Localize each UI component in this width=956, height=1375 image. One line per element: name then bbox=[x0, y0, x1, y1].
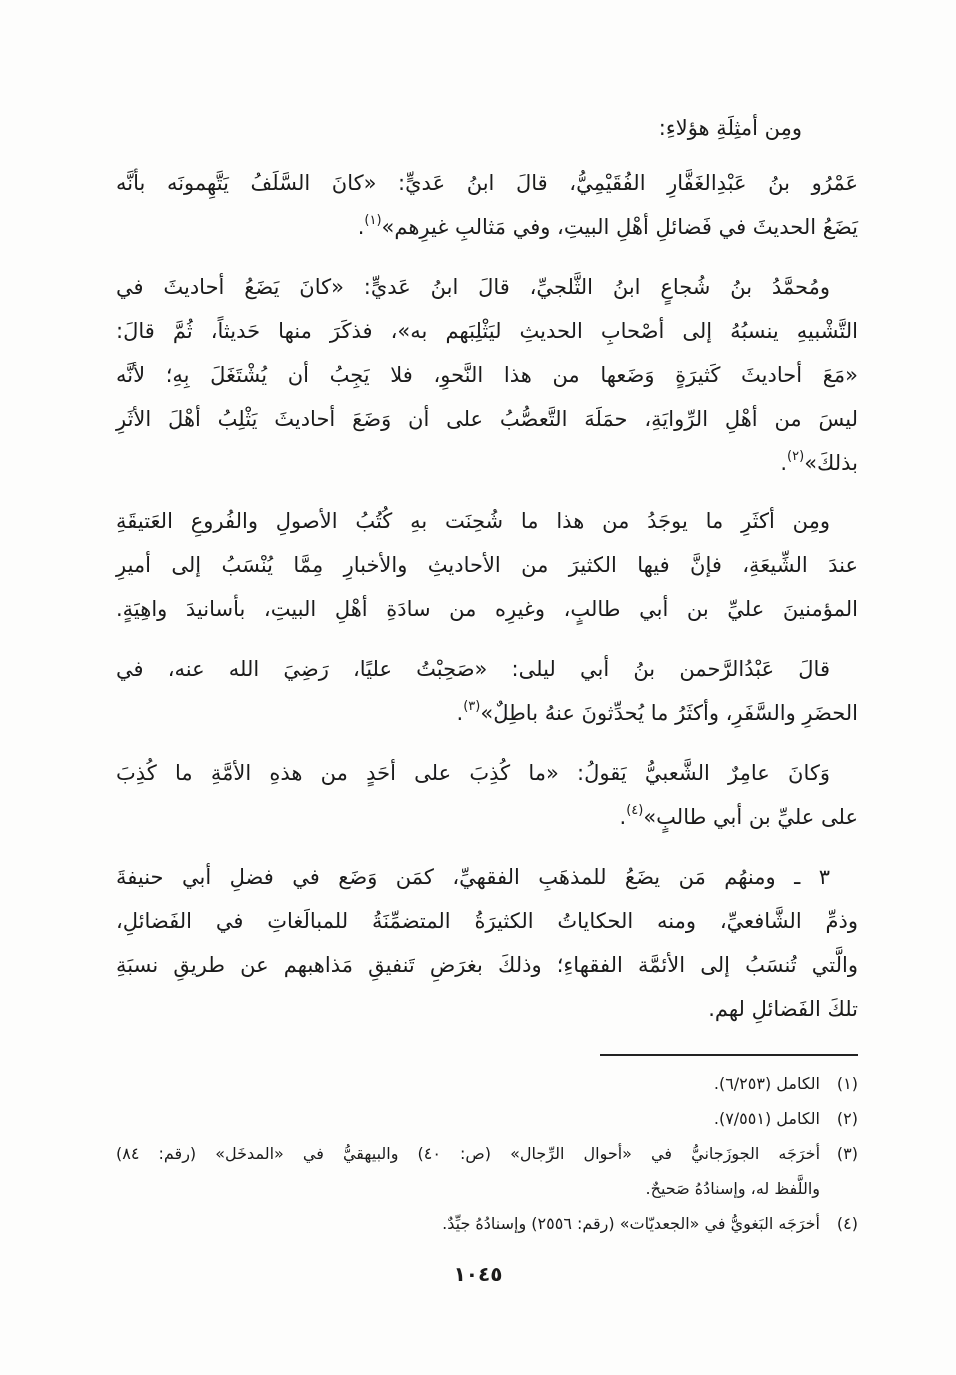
footnote-ref: (٤) bbox=[626, 803, 644, 818]
text-line: عَمْرُو بنُ عَبْدِالغَفَّارِ الفُقَيْمِيُّ، قالَ ابنُ عَديٍّ: «كانَ السَّلَفُ يَتَّهِمونَه بأنَّه bbox=[116, 171, 858, 195]
text-line: ومِن أكثَرِ ما يوجَدُ من هذا ما شُحِنَت بهِ كُتُبُ الأصولِ والفُروعِ العَتيقَةِ bbox=[116, 509, 830, 533]
footnote-line: الكامل (٧/٥٥١). bbox=[713, 1109, 820, 1128]
footnote-number: (٣) bbox=[836, 1144, 858, 1163]
text-line: التَّشْبيهِ ينسبُهُ إلى أصْحابِ الحديثِ ليَثْلِبَهم به»، فذكَرَ منها حَديثاً، ثُمَّ قالَ: bbox=[116, 319, 858, 343]
end-punctuation: . bbox=[456, 701, 464, 725]
footnote bbox=[116, 1101, 858, 1136]
footnote-number: (٤) bbox=[836, 1214, 858, 1233]
text-line: وَكانَ عامِرٌ الشَّعبيُّ يَقولُ: «ما كُذِبَ على أحَدٍ من هذهِ الأمَّةِ ما كُذِبَ bbox=[116, 761, 830, 785]
footnote-text bbox=[116, 1136, 820, 1206]
text-line-content: يَضَعُ الحديثَ في فَضائلِ أهْلِ البيتِ، وفي مَثالبِ غيرِهم» bbox=[381, 215, 858, 239]
footnote-text bbox=[116, 1066, 820, 1101]
text-line-content: على عليِّ بن أبي طالبٍ» bbox=[643, 805, 858, 829]
text-line: «مَعَ أحاديثَ كَثيرَةٍ وَضَعها من هذا النَّحوِ، فلا يَجِبُ أن يُشْتَغَلَ بِهِ؛ لأنَّه bbox=[116, 363, 858, 387]
footnote-line: أخرَجَه الجوزَجانيُّ في «أحوال الرِّجال» (ص: ٤٠) والبيهقيُّ في «المدخَل» (رقم: ٨٤) bbox=[116, 1144, 821, 1163]
footnotes bbox=[116, 1066, 858, 1241]
footnote-ref: (٢) bbox=[787, 449, 805, 464]
paragraph bbox=[116, 647, 858, 735]
paragraph bbox=[116, 751, 858, 839]
text-line-content: بذلكَ» bbox=[804, 451, 858, 475]
text-line: قالَ عَبْدُالرَّحمن بنُ أبي ليلى: «صَحِبْتُ عليًا، رَضِيَ الله عنه، في bbox=[116, 657, 830, 681]
footnote-ref: (١) bbox=[364, 213, 382, 228]
footnote-line: واللَّفظ له، وإسنادُهُ صَحيحٌ. bbox=[645, 1179, 820, 1198]
paragraph bbox=[116, 161, 858, 249]
text-line-content: الحضَرِ والسَّفَرِ، وأكثَرُ ما يُحدِّثونَ عنهُ باطِلٌ» bbox=[480, 701, 858, 725]
text-line bbox=[116, 795, 858, 839]
text-line: المؤمنينَ عليِّ بن أبي طالبٍ، وغيرِه من سادَةِ أهْلِ البيتِ، بأسانيدَ واهِيَةٍ. bbox=[116, 597, 858, 621]
text-line: ٣ ـ ومنهُم مَن يضَعُ للمذهَبِ الفقهيِّ، كمَن وَضَع في فضلِ أبي حنيفةَ bbox=[116, 865, 830, 889]
text-line: وذمِّ الشَّافعيِّ، ومنه الحكاياتُ الكثيرَةُ المتضمِّنَةُ للمبالَغاتِ في الفَضائلِ، bbox=[116, 909, 858, 933]
page-number: ١٠٤٥ bbox=[453, 1262, 503, 1286]
text-line bbox=[116, 441, 858, 485]
footnote-line: الكامل (٦/٢٥٣). bbox=[713, 1074, 820, 1093]
main-text bbox=[116, 106, 858, 1031]
footnote-number: (١) bbox=[836, 1074, 858, 1093]
paragraph bbox=[116, 855, 858, 1031]
footnote bbox=[116, 1206, 858, 1241]
text-line: ومُحمَّدُ بنُ شُجاعٍ ابنُ الثَّلجيِّ، قالَ ابنُ عَديٍّ: «كانَ يَضَعُ أحاديثَ في bbox=[116, 275, 830, 299]
footnote-ref: (٣) bbox=[463, 699, 481, 714]
text-line: تلكَ الفَضائلِ لهم. bbox=[708, 997, 858, 1021]
end-punctuation: . bbox=[780, 451, 788, 475]
text-line: عندَ الشِّيعَةِ، فإنَّ فيها الكثيرَ من الأحاديثِ والأخبارِ مِمَّا يُنْسَبُ إلى أميرِ bbox=[116, 553, 858, 577]
footnote-number: (٢) bbox=[836, 1109, 858, 1128]
text-line bbox=[116, 205, 858, 249]
text-line: والَّتي تُنسَبُ إلى الأئمَّة الفقهاءِ؛ وذلكَ بغرَضِ تَنفيقِ مَذاهبهم عن طريقِ نسبَةِ bbox=[116, 953, 858, 977]
text-line bbox=[116, 691, 858, 735]
footnote-line: أخرَجَه البَغويُّ في «الجعديّات» (رقم: ٢٥٥٦) وإسنادُهُ جيِّدٌ. bbox=[442, 1214, 820, 1233]
paragraph bbox=[116, 499, 858, 631]
end-punctuation: . bbox=[619, 805, 627, 829]
text-line: ليسَ من أهْلِ الرِّوايَةِ، حمَلَهَ التَّعصُّبُ على أن وَضَعَ أحاديثَ يَثْلِبُ أهْلَ الأثَرِ bbox=[116, 407, 858, 431]
footnote-separator bbox=[600, 1054, 858, 1056]
footnote-text bbox=[116, 1206, 820, 1241]
footnote bbox=[116, 1136, 858, 1206]
intro-line: ومِن أمثِلَةِ هؤلاءِ: bbox=[658, 116, 802, 140]
paragraph bbox=[116, 265, 858, 485]
footnote-text bbox=[116, 1101, 820, 1136]
end-punctuation: . bbox=[357, 215, 365, 239]
footnote bbox=[116, 1066, 858, 1101]
